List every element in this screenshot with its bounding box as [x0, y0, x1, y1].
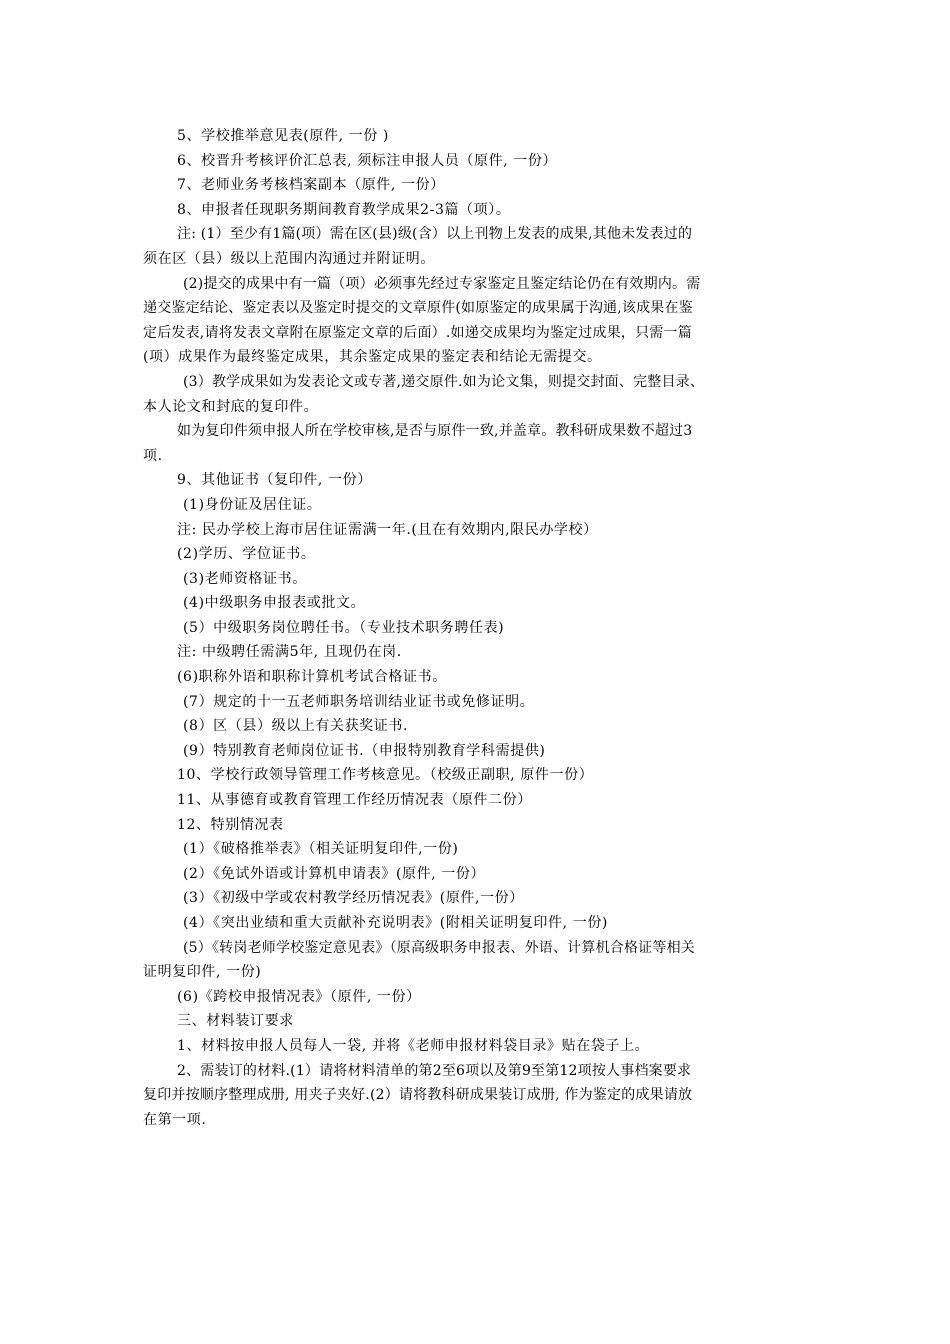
text-line: (1)身份证及居住证。: [183, 496, 322, 513]
text-line: 注: (1）至少有1篇(项）需在区(县)级(含）以上刊物上发表的成果,其他未发表过的: [177, 226, 693, 243]
text-line: 本人论文和封底的复印件。: [143, 398, 319, 415]
text-line: (2)学历、学位证书。: [177, 546, 316, 563]
text-line: 8、申报者任现职务期间教育教学成果2-3篇（项）。: [177, 201, 511, 218]
text-line: 12、特别情况表: [177, 816, 284, 833]
text-line: (4）《突出业绩和重大贡献补充说明表》(附相关证明复印件, 一份): [183, 915, 608, 931]
text-line: 递交鉴定结论、鉴定表以及鉴定时提交的文章原件(如原鉴定的成果属于沟通,该成果在鉴: [143, 300, 693, 317]
text-line: (5）《转岗老师学校鉴定意见表》（原高级职务申报表、外语、计算机合格证等相关: [183, 939, 695, 956]
text-line: (6)《跨校申报情况表》（原件, 一份）: [177, 988, 421, 1005]
text-line: (6)职称外语和职称计算机考试合格证书。: [177, 669, 447, 686]
text-line: 11、从事德育或教育管理工作经历情况表（原件二份）: [177, 792, 532, 809]
text-line: 复印并按顺序整理成册, 用夹子夹好.(2）请将教科研成果装订成册, 作为鉴定的成果请放: [143, 1087, 693, 1104]
text-line: 项.: [143, 447, 163, 464]
text-line: 6、校晋升考核评价汇总表, 须标注申报人员（原件, 一份）: [177, 152, 558, 169]
text-line: 须在区（县）级以上范围内沟通过并附证明。: [143, 250, 435, 267]
text-line: (2）《免试外语或计算机申请表》(原件, 一份）: [183, 865, 486, 882]
text-line: 在第一项.: [143, 1111, 207, 1128]
text-line: 注: 民办学校上海市居住证需满一年.(且在有效期内,限民办学校）: [177, 521, 598, 538]
text-line: (7）规定的十一五老师职务培训结业证书或免修证明。: [183, 693, 535, 710]
text-line: (9）特别教育老师岗位证书.（申报特别教育学科需提供): [183, 742, 546, 759]
text-line: 5、学校推举意见表(原件, 一份 ): [177, 128, 389, 144]
text-line: (3）《初级中学或农村教学经历情况表》(原件,一份）: [183, 890, 524, 907]
text-line: (3)老师资格证书。: [183, 570, 307, 587]
text-line: 7、老师业务考核档案副本（原件, 一份）: [177, 177, 445, 194]
text-line: 如为复印件须申报人所在学校审核,是否与原件一致,并盖章。教科研成果数不超过3: [177, 423, 693, 440]
text-line: 2、需装订的材料.(1）请将材料清单的第2至6项以及第9至第12项按人事档案要求: [177, 1062, 692, 1079]
text-line: 9、其他证书（复印件, 一份）: [177, 472, 372, 489]
text-line: 证明复印件, 一份): [143, 964, 262, 981]
text-line: (2)提交的成果中有一篇（项）必须事先经过专家鉴定且鉴定结论仍在有效期内。需: [183, 275, 701, 292]
text-line: (5）中级职务岗位聘任书。（专业技术职务聘任表): [183, 619, 505, 636]
text-line: (项）成果作为最终鉴定成果，其余鉴定成果的鉴定表和结论无需提交。: [143, 349, 602, 366]
text-line: (4)中级职务申报表或批文。: [183, 595, 366, 612]
text-line: 10、学校行政领导管理工作考核意见。（校级正副职, 原件一份）: [177, 767, 594, 784]
text-line: (3）教学成果如为发表论文或专著,递交原件.如为论文集，则提交封面、完整目录、: [183, 373, 705, 390]
text-line: (8）区（县）级以上有关获奖证书.: [183, 718, 409, 735]
text-line: 定后发表,请将发表文章附在原鉴定文章的后面）.如递交成果均为鉴定过成果，只需一篇: [143, 324, 692, 341]
text-line: (1）《破格推举表》（相关证明复印件,一份): [183, 841, 459, 858]
text-line: 注: 中级聘任需满5年, 且现仍在岗.: [177, 644, 402, 661]
document-body: [143, 124, 808, 1132]
text-line: 1、材料按申报人员每人一袋, 并将《老师申报材料袋目录》贴在袋子上。: [177, 1037, 650, 1054]
text-line: 三、材料装订要求: [177, 1013, 294, 1030]
